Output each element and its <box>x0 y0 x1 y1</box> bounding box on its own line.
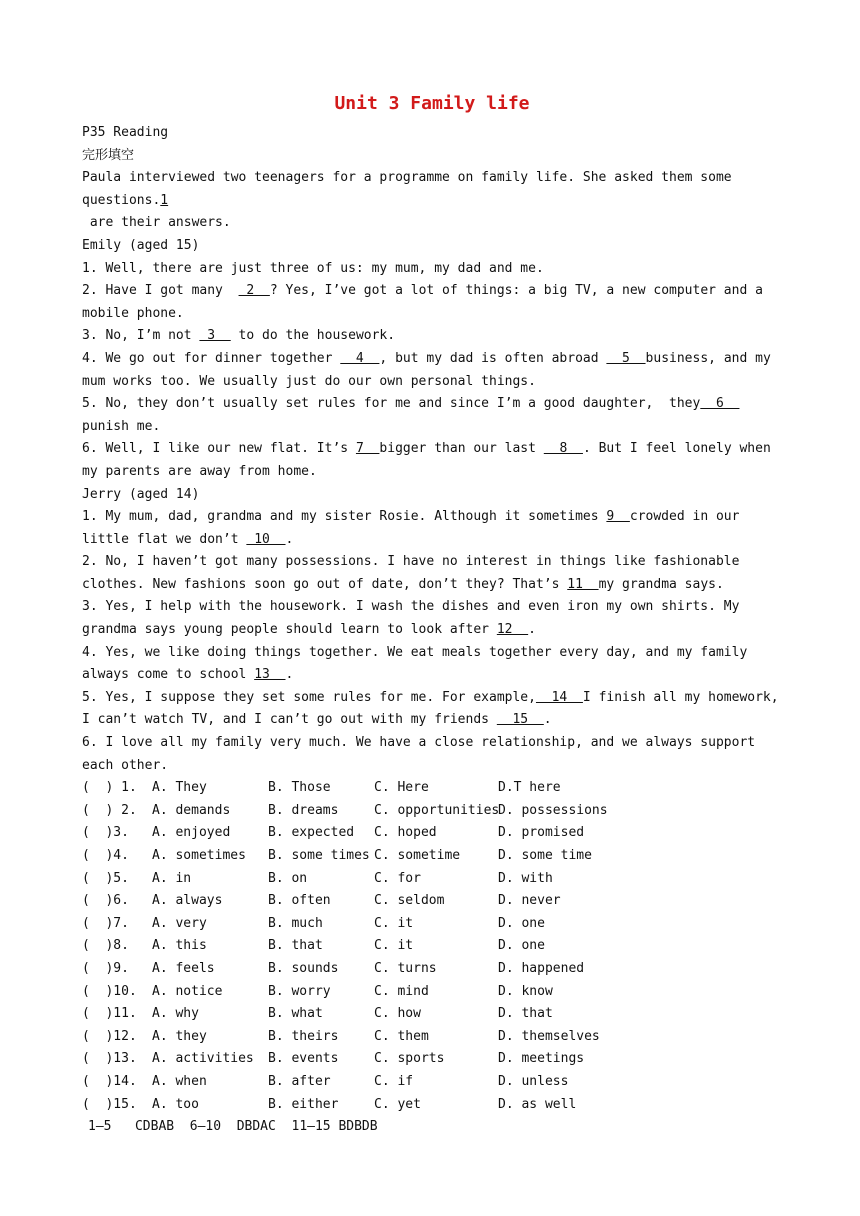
answer-paragraph <box>82 280 782 325</box>
jerry-answers <box>82 506 787 777</box>
question-number: ( )13. <box>82 1051 137 1067</box>
option-choice: A. notice <box>152 983 223 999</box>
question-row <box>82 913 782 936</box>
option-choice: B. some times <box>268 848 370 863</box>
blank: 4 <box>340 350 380 366</box>
option-choice: A. activities <box>152 1051 254 1067</box>
option-choice: D. themselves <box>498 1028 600 1044</box>
option-choice: B. either <box>268 1096 339 1112</box>
answer-paragraph <box>82 642 782 687</box>
option-choice: B. expected <box>268 825 355 841</box>
option-choice: D. one <box>498 915 545 931</box>
option-choice: D. know <box>498 983 553 999</box>
intro-text: are their answers. <box>82 215 231 231</box>
option-choice: D. with <box>498 870 553 886</box>
option-choice: C. sometime <box>374 848 461 863</box>
blank: 8 <box>543 441 583 457</box>
blank: 5 <box>606 350 646 366</box>
jerry-header: Jerry (aged 14) <box>82 486 200 502</box>
answer-paragraph <box>82 732 782 777</box>
option-choice: D. some time <box>498 848 592 863</box>
paragraph-text: punish me. <box>82 418 161 434</box>
blank: 7 <box>355 441 380 457</box>
document-page <box>82 90 787 1139</box>
question-row <box>82 958 782 981</box>
question-number: ( )5. <box>82 870 129 886</box>
paragraph-text: . <box>285 667 294 683</box>
paragraph-text: 5. Yes, I suppose they set some rules for me. For example, <box>82 689 536 705</box>
option-choice: C. opportunities <box>374 802 500 818</box>
question-number: ( )12. <box>82 1028 137 1044</box>
paragraph-text: my grandma says. <box>598 576 724 592</box>
paragraph-text: I finish all my homework, I can’t watch TV, and I can’t go out with my friends <box>82 689 787 728</box>
answer-paragraph <box>82 393 782 438</box>
option-choice: D. never <box>498 893 561 909</box>
answer-paragraph <box>82 506 782 551</box>
question-row <box>82 868 782 891</box>
option-choice: C. mind <box>374 983 429 999</box>
question-row <box>82 1048 782 1071</box>
option-choice: C. turns <box>374 960 437 976</box>
option-choice: B. dreams <box>268 802 339 818</box>
option-choice: B. after <box>268 1073 331 1089</box>
answer-paragraph <box>82 551 782 596</box>
paragraph-text: to do the housework. <box>230 328 396 344</box>
question-row <box>82 1071 782 1094</box>
section-label: P35 Reading <box>82 125 169 140</box>
question-row <box>82 1094 782 1117</box>
option-choice: B. theirs <box>268 1028 339 1044</box>
option-choice: A. sometimes <box>152 848 246 863</box>
paragraph-text: , but my dad is often abroad <box>379 350 607 366</box>
option-choice: A. they <box>152 1028 207 1044</box>
question-row <box>82 981 782 1004</box>
answer-paragraph <box>82 687 787 732</box>
option-choice: C. it <box>374 938 414 954</box>
option-choice: B. worry <box>268 983 331 999</box>
option-choice: D. happened <box>498 960 585 976</box>
question-number: ( )11. <box>82 1006 137 1022</box>
paragraph-text: 2. Have I got many <box>82 283 239 299</box>
question-row <box>82 822 782 845</box>
option-choice: A. why <box>152 1006 199 1022</box>
option-choice: D. one <box>498 938 545 954</box>
emily-answers <box>82 258 782 484</box>
option-choice: A. in <box>152 870 192 886</box>
option-choice: D. that <box>498 1006 553 1022</box>
paragraph-text: 1. My mum, dad, grandma and my sister Rosie. Although it sometimes <box>82 509 607 525</box>
option-choice: A. very <box>152 915 207 931</box>
blank: 14 <box>535 689 583 705</box>
option-choice: A. this <box>152 938 207 954</box>
paragraph-text: 4. We go out for dinner together <box>82 350 341 366</box>
paragraph-text: crowded in our little flat we don’t <box>82 509 748 547</box>
question-number: ( )9. <box>82 960 129 976</box>
option-choice: D. possessions <box>498 802 608 818</box>
option-choice: D. as well <box>498 1096 577 1112</box>
option-choice: B. events <box>268 1051 339 1067</box>
section-subtitle: 完形填空 <box>82 147 135 163</box>
question-number: ( )4. <box>82 848 129 863</box>
option-choice: B. sounds <box>268 960 339 976</box>
option-choice: A. They <box>152 780 207 796</box>
question-number: ( ) 2. <box>82 802 137 818</box>
blank: 3 <box>199 328 231 344</box>
option-choice: C. Here <box>374 780 429 796</box>
question-row <box>82 1003 782 1026</box>
answer-paragraph <box>82 596 782 641</box>
paragraph-text: . <box>285 531 294 547</box>
option-choice: B. much <box>268 915 323 931</box>
option-choice: C. yet <box>374 1096 421 1112</box>
paragraph-text: 5. No, they don’t usually set rules for me and since I’m a good daughter, they <box>82 396 701 412</box>
option-choice: B. Those <box>268 780 331 796</box>
blank: 6 <box>700 396 740 412</box>
answer-key: 1—5 CDBAB 6—10 DBDAC 11—15 BDBDB <box>88 1119 378 1135</box>
option-choice: B. what <box>268 1006 323 1022</box>
answer-paragraph <box>82 258 782 281</box>
paragraph-text: 3. No, I’m not <box>82 328 200 344</box>
question-row <box>82 777 782 800</box>
question-number: ( )3. <box>82 825 129 841</box>
option-choice: C. it <box>374 915 414 931</box>
blank: 11 <box>567 576 599 592</box>
option-choice: D.T here <box>498 780 561 796</box>
paragraph-text: 2. No, I haven’t got many possessions. I have no interest in things like fashionable clothes. New fashions soon go out of date, don’t they? That’s <box>82 554 748 592</box>
paragraph-text: . But I feel lonely when my parents are away from home. <box>82 441 779 479</box>
question-number: ( )10. <box>82 983 137 999</box>
question-number: ( )15. <box>82 1096 137 1112</box>
option-choice: A. enjoyed <box>152 825 231 841</box>
option-choice: A. demands <box>152 802 231 818</box>
blank: 10 <box>246 531 286 547</box>
question-row <box>82 1026 782 1049</box>
option-choice: C. for <box>374 870 421 886</box>
answer-paragraph <box>82 438 782 483</box>
question-number: ( )14. <box>82 1073 137 1089</box>
paragraph-text: bigger than our last <box>379 441 544 457</box>
question-row <box>82 800 782 823</box>
question-number: ( )6. <box>82 893 129 909</box>
option-choice: C. them <box>374 1028 429 1044</box>
question-row <box>82 935 782 958</box>
paragraph-text: 3. Yes, I help with the housework. I wash the dishes and even iron my own shirts. My grandma says young people should learn to look after <box>82 599 748 638</box>
emily-header: Emily (aged 15) <box>82 237 200 253</box>
option-choice: D. meetings <box>498 1051 585 1067</box>
option-choice: B. that <box>268 938 323 954</box>
blank: 1 <box>160 192 169 208</box>
option-choice: B. often <box>268 893 331 909</box>
blank: 13 <box>254 667 286 683</box>
answer-paragraph <box>82 325 782 348</box>
page-title: Unit 3 Family life <box>334 93 530 114</box>
paragraph-text: 1. Well, there are just three of us: my mum, my dad and me. <box>82 260 544 276</box>
paragraph-text: ? Yes, I’ve got a lot of things: a big TV, a new computer and a mobile phone. <box>82 283 771 321</box>
question-number: ( ) 1. <box>82 780 137 796</box>
option-choice: C. how <box>374 1006 421 1022</box>
option-choice: A. when <box>152 1073 207 1089</box>
question-row <box>82 890 782 913</box>
question-row <box>82 845 782 868</box>
answer-paragraph <box>82 348 782 393</box>
option-choice: D. unless <box>498 1073 569 1089</box>
paragraph-text: 4. Yes, we like doing things together. We eat meals together every day, and my family always come to school <box>82 644 756 683</box>
intro-text: Paula interviewed two teenagers for a programme on family life. She asked them some questions. <box>82 170 740 208</box>
options-list <box>82 777 782 1116</box>
blank: 9 <box>606 509 630 525</box>
blank: 15 <box>496 712 544 728</box>
option-choice: C. seldom <box>374 893 445 909</box>
paragraph-text: 6. Well, I like our new flat. It’s <box>82 441 356 457</box>
option-choice: A. always <box>152 893 223 909</box>
paragraph-text: . <box>528 622 536 638</box>
paragraph-text: business, and my mum works too. We usually just do our own personal things. <box>82 350 779 389</box>
option-choice: B. on <box>268 870 308 886</box>
paragraph-text: . <box>543 712 552 728</box>
option-choice: C. hoped <box>374 825 437 841</box>
option-choice: A. feels <box>152 960 215 976</box>
blank: 12 <box>496 622 529 638</box>
blank: 2 <box>238 283 270 299</box>
question-number: ( )7. <box>82 915 129 931</box>
paragraph-text: 6. I love all my family very much. We have a close relationship, and we always support each other. <box>82 735 763 773</box>
intro-paragraph <box>82 167 782 235</box>
option-choice: A. too <box>152 1096 199 1112</box>
option-choice: D. promised <box>498 825 585 841</box>
option-choice: C. sports <box>374 1051 445 1067</box>
question-number: ( )8. <box>82 938 129 954</box>
option-choice: C. if <box>374 1073 414 1089</box>
